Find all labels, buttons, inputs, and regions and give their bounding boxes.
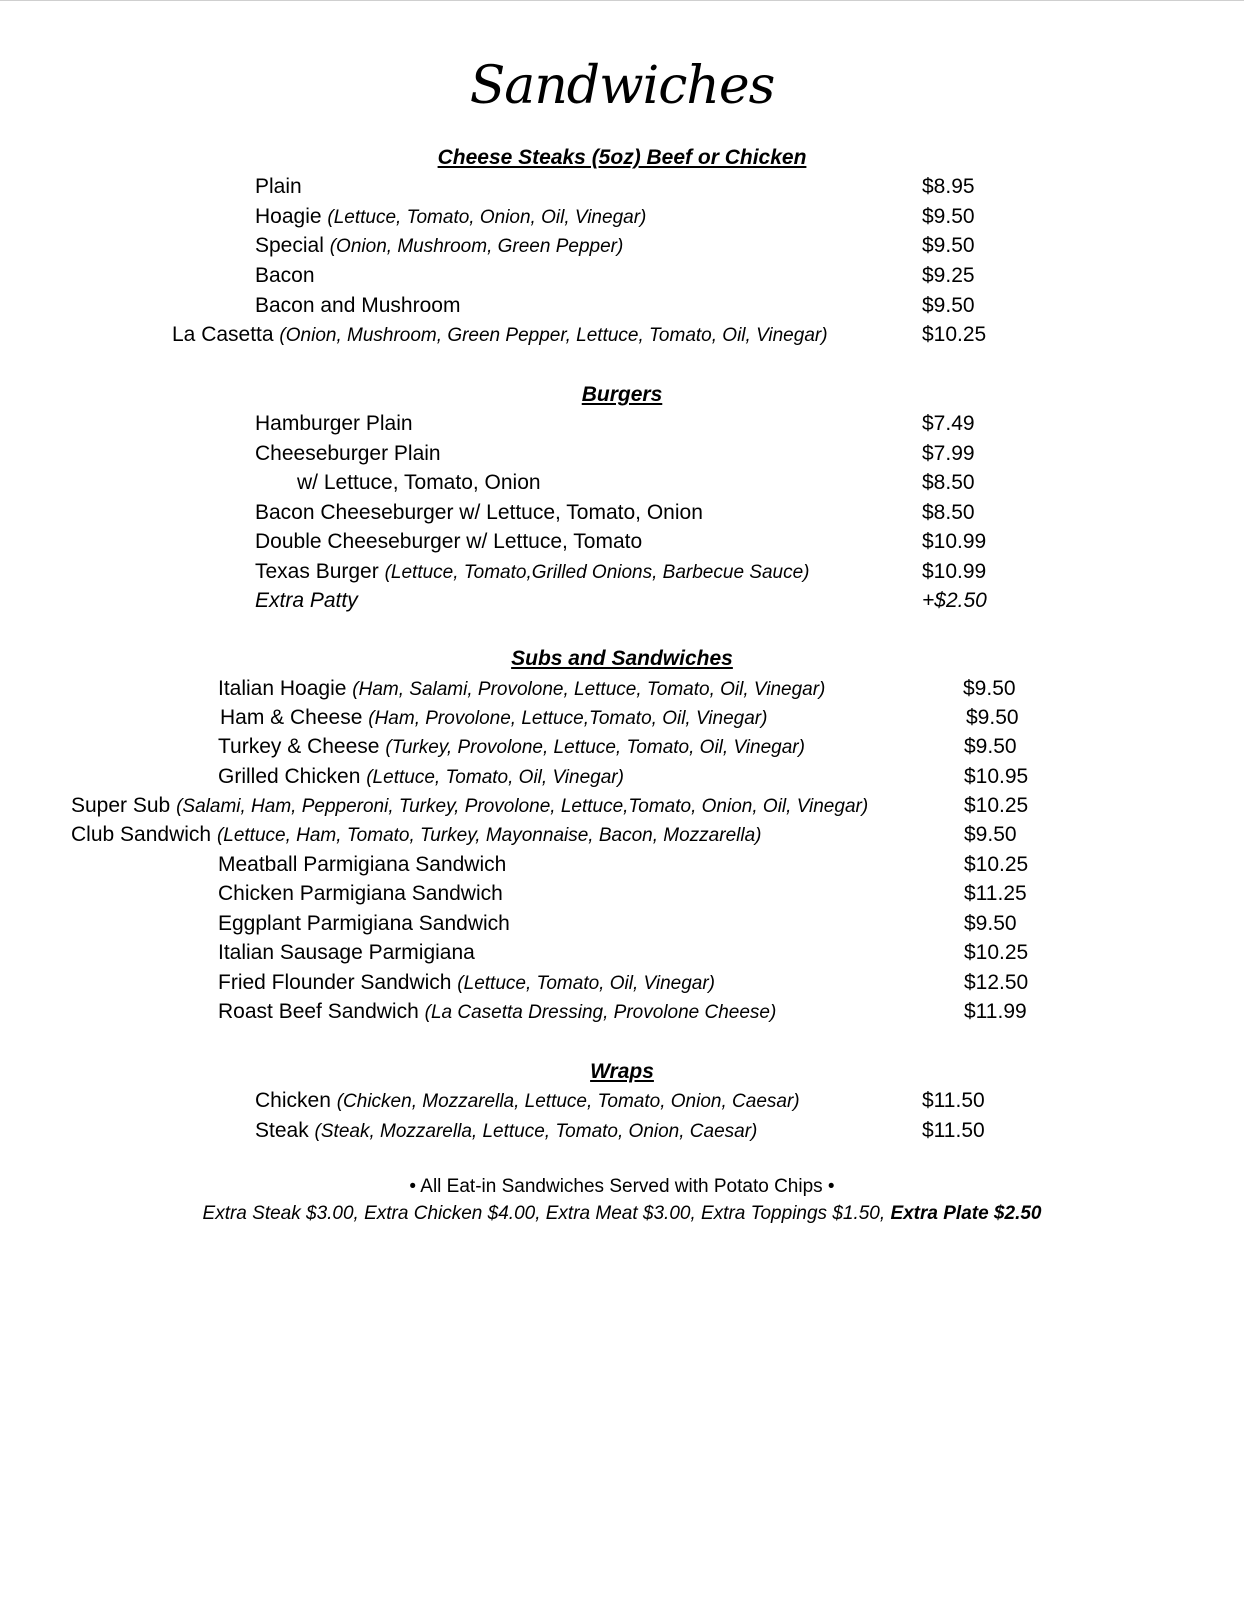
item-name: Club Sandwich (71, 823, 212, 846)
item-price: +$2.50 (922, 589, 987, 612)
item-description: (Chicken, Mozzarella, Lettuce, Tomato, Onion, Caesar) (336, 1091, 800, 1112)
section-heading-cheese-steaks: Cheese Steaks (5oz) Beef or Chicken (437, 146, 807, 169)
item-name: Super Sub (71, 794, 171, 817)
item-price: $7.49 (922, 412, 975, 435)
section-heading-wraps: Wraps (590, 1060, 654, 1083)
item-name: Bacon (255, 264, 315, 287)
item-description: (Ham, Salami, Provolone, Lettuce, Tomato, Oil, Vinegar) (352, 679, 826, 700)
menu-item (255, 1089, 800, 1113)
menu-item (218, 882, 503, 906)
item-description: (Lettuce, Tomato, Onion, Oil, Vinegar) (327, 207, 647, 228)
item-name: Fried Flounder Sandwich (218, 971, 452, 994)
extras-note (0, 1203, 1244, 1225)
item-name: Bacon and Mushroom (255, 294, 461, 317)
menu-item (255, 412, 413, 436)
menu-item (255, 442, 441, 466)
item-name: Plain (255, 175, 302, 198)
chips-note: • All Eat-in Sandwiches Served with Potato Chips • (409, 1176, 835, 1197)
item-name: Chicken (255, 1089, 331, 1112)
item-price: $9.50 (922, 294, 975, 317)
item-price: $11.25 (964, 882, 1027, 905)
item-price: $10.25 (964, 794, 1029, 817)
menu-item (255, 175, 302, 199)
menu-item (255, 294, 460, 318)
item-price: $9.25 (922, 264, 975, 287)
item-name: Meatball Parmigiana Sandwich (218, 853, 507, 876)
item-price: $9.50 (922, 205, 975, 228)
menu-item (218, 1000, 776, 1024)
item-name: Extra Patty (255, 589, 358, 612)
item-description: (Lettuce, Tomato, Oil, Vinegar) (457, 973, 715, 994)
item-description: (Onion, Mushroom, Green Pepper) (329, 236, 624, 257)
menu-item (255, 589, 358, 613)
item-price: $9.50 (964, 735, 1017, 758)
page-title: Sandwiches (469, 56, 775, 116)
item-name: Hoagie (255, 205, 322, 228)
menu-item (218, 677, 825, 701)
extras-text: Extra Steak $3.00, Extra Chicken $4.00, Extra Meat $3.00, Extra Toppings $1.50, (202, 1203, 891, 1224)
item-name: Hamburger Plain (255, 412, 413, 435)
item-price: $9.50 (964, 823, 1017, 846)
item-price: $9.50 (966, 706, 1019, 729)
item-name: Eggplant Parmigiana Sandwich (218, 912, 510, 935)
item-name: Texas Burger (255, 560, 379, 583)
menu-item (218, 853, 506, 877)
item-name: Cheeseburger Plain (255, 442, 441, 465)
item-description: (Onion, Mushroom, Green Pepper, Lettuce, Tomato, Oil, Vinegar) (279, 325, 828, 346)
item-name: w/ Lettuce, Tomato, Onion (297, 471, 541, 494)
item-name: Grilled Chicken (218, 765, 361, 788)
menu-item (255, 530, 642, 554)
item-name: Roast Beef Sandwich (218, 1000, 419, 1023)
section-heading-burgers: Burgers (581, 383, 663, 406)
menu-item (255, 264, 315, 288)
item-name: Bacon Cheeseburger w/ Lettuce, Tomato, Onion (255, 501, 703, 524)
menu-item (218, 765, 624, 789)
item-description: (La Casetta Dressing, Provolone Cheese) (424, 1002, 777, 1023)
menu-item (172, 323, 828, 347)
item-price: $8.50 (922, 501, 975, 524)
item-price: $7.99 (922, 442, 975, 465)
menu-item (220, 706, 767, 730)
item-price: $9.50 (963, 677, 1016, 700)
menu-item (297, 471, 541, 495)
item-price: $12.50 (964, 971, 1029, 994)
item-name: Chicken Parmigiana Sandwich (218, 882, 503, 905)
item-description: (Lettuce, Ham, Tomato, Turkey, Mayonnaise, Bacon, Mozzarella) (216, 825, 762, 846)
item-description: (Steak, Mozzarella, Lettuce, Tomato, Onion, Caesar) (314, 1121, 758, 1142)
item-name: Special (255, 234, 324, 257)
item-name: Turkey & Cheese (218, 735, 380, 758)
item-price: $11.50 (922, 1089, 985, 1112)
item-price: $11.99 (964, 1000, 1027, 1023)
item-description: (Salami, Ham, Pepperoni, Turkey, Provolone, Lettuce,Tomato, Onion, Oil, Vinegar) (176, 796, 869, 817)
menu-item (218, 971, 715, 995)
item-price: $10.99 (922, 560, 987, 583)
item-price: $9.50 (922, 234, 975, 257)
item-price: $10.99 (922, 530, 987, 553)
item-description: (Turkey, Provolone, Lettuce, Tomato, Oil, Vinegar) (385, 737, 805, 758)
item-price: $10.95 (964, 765, 1029, 788)
item-price: $10.25 (964, 853, 1029, 876)
menu-item (255, 1119, 757, 1143)
menu-item (71, 794, 868, 818)
section-heading-subs: Subs and Sandwiches (511, 647, 733, 670)
menu-item (255, 560, 810, 584)
menu-item (218, 735, 805, 759)
extra-plate-text: Extra Plate $2.50 (890, 1203, 1042, 1224)
item-name: Ham & Cheese (220, 706, 363, 729)
item-price: $8.95 (922, 175, 975, 198)
item-description: (Ham, Provolone, Lettuce,Tomato, Oil, Vinegar) (368, 708, 768, 729)
menu-item (71, 823, 761, 847)
item-name: La Casetta (172, 323, 274, 346)
item-price: $10.25 (964, 941, 1029, 964)
menu-item (255, 234, 623, 258)
item-name: Double Cheeseburger w/ Lettuce, Tomato (255, 530, 643, 553)
item-price: $9.50 (964, 912, 1017, 935)
menu-item (218, 912, 510, 936)
menu-item (218, 941, 475, 965)
item-name: Italian Hoagie (218, 677, 347, 700)
item-name: Steak (255, 1119, 309, 1142)
item-description: (Lettuce, Tomato,Grilled Onions, Barbecue Sauce) (384, 562, 810, 583)
item-price: $10.25 (922, 323, 987, 346)
item-price: $8.50 (922, 471, 975, 494)
menu-item (255, 501, 703, 525)
item-price: $11.50 (922, 1119, 985, 1142)
item-description: (Lettuce, Tomato, Oil, Vinegar) (366, 767, 624, 788)
item-name: Italian Sausage Parmigiana (218, 941, 475, 964)
menu-item (255, 205, 646, 229)
